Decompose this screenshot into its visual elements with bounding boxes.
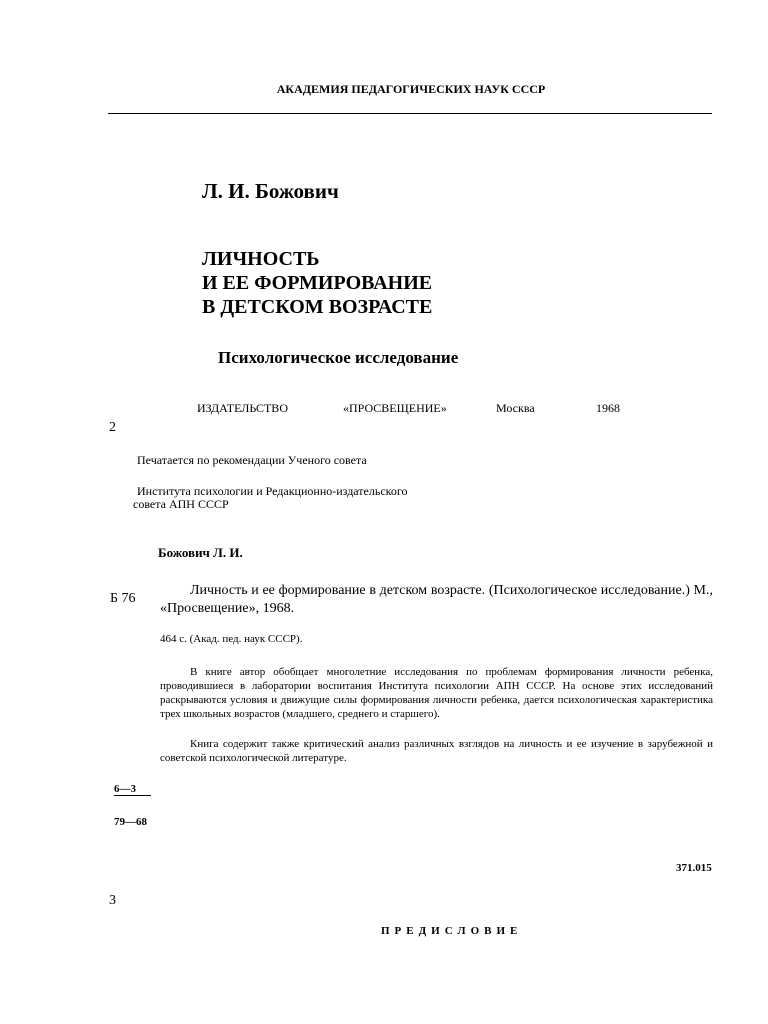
page-number-2: 2 [109,420,116,435]
book-title [202,247,432,319]
book-title-line-3: В ДЕТСКОМ ВОЗРАСТЕ [202,296,433,318]
printed-by-line: Печатается по рекомендации Ученого совета [137,453,367,467]
preface-heading: ПРЕДИСЛОВИЕ [381,925,523,937]
book-title-line-2: И ЕЕ ФОРМИРОВАНИЕ [202,272,433,294]
catalog-abstract-2: Книга содержит также критический анализ различных взглядов на личность и ее изучение в зарубежной и советской психологической литературе. [160,738,713,764]
header-divider [108,113,712,114]
publication-city: Москва [496,401,535,415]
catalog-description: Личность и ее формирование в детском возрасте. (Психологическое исследование.) М., «Просвещение», 1968. [160,583,713,616]
publisher-name: «ПРОСВЕЩЕНИЕ» [343,401,447,415]
udc-code: 371.015 [676,862,712,874]
book-author: Л. И. Божович [202,179,339,203]
academy-header: АКАДЕМИЯ ПЕДАГОГИЧЕСКИХ НАУК СССР [276,82,546,96]
catalog-author: Божович Л. И. [158,545,243,560]
institute-line-1: Института психологии и Редакционно-издательского [137,484,408,498]
catalog-code: Б 76 [110,591,136,606]
catalog-index-bottom: 79—68 [114,816,147,828]
catalog-abstract-1: В книге автор обобщает многолетние исследования по проблемам формирования личности ребенка, проводившиеся в лаборатории воспитания Института психологии АПН СССР. На основе этих исследований раскрываются условия и движущие силы формирования личности ребенка, дается психологическая характеристика трех школьных возрастов (младшего, среднего и старшего). [160,666,713,720]
institute-line-2: совета АПН СССР [133,497,229,511]
publication-year: 1968 [596,401,620,415]
book-subtitle: Психологическое исследование [218,348,459,367]
book-title-line-1: ЛИЧНОСТЬ [202,248,320,270]
publisher-label: ИЗДАТЕЛЬСТВО [197,401,288,415]
catalog-index-top: 6—3 [114,783,151,796]
page-number-3: 3 [109,893,116,908]
catalog-pages: 464 с. (Акад. пед. наук СССР). [160,633,303,645]
